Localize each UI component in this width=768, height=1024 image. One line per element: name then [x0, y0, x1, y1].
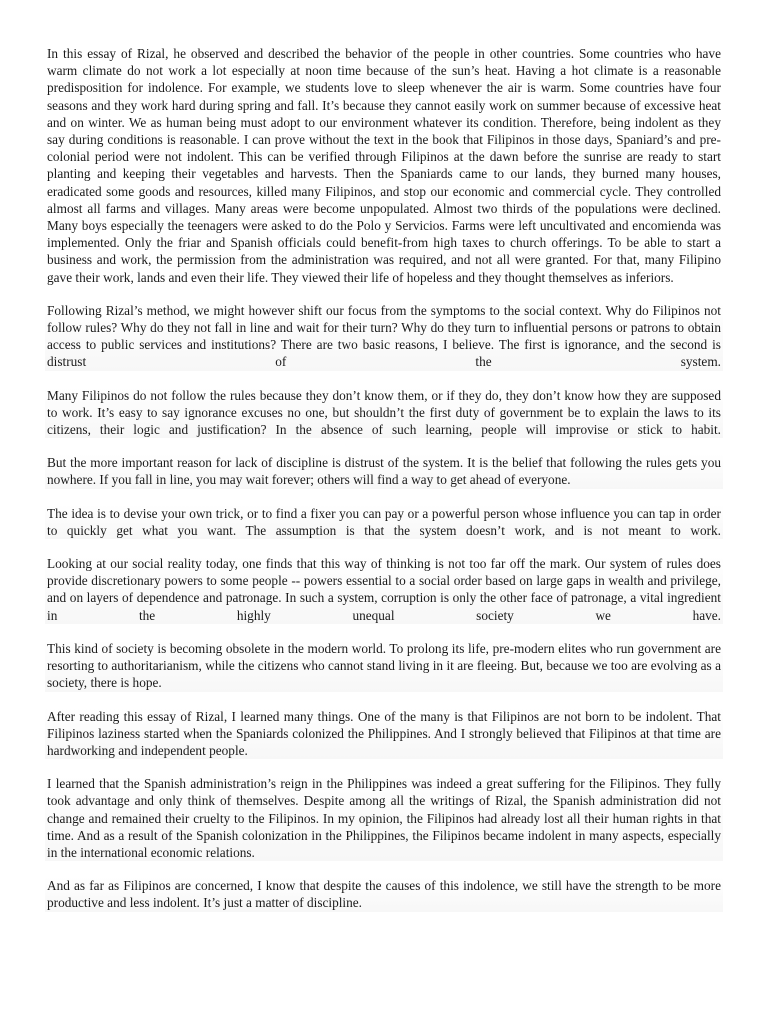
paragraph-3: Many Filipinos do not follow the rules because they don’t know them, or if they do, they don’t know how they are supposed to work. It’s easy to say ignorance excuses no one, but shouldn’t the first duty of government be to explain the laws to its citizens, their logic and justification? In the absence of such learning, people will improvise or stick to habit. [47, 387, 721, 438]
paragraph-2: Following Rizal’s method, we might however shift our focus from the symptoms to the social context. Why do Filipinos not follow rules? Why do they not fall in line and wait for their turn? Why do they turn to influential persons or patrons to obtain access to public services and institutions? There are two basic reasons, I believe. The first is ignorance, and the second is distrust of the system. [47, 302, 721, 370]
paragraph-6: Looking at our social reality today, one finds that this way of thinking is not too far off the mark. Our system of rules does provide discretionary powers to some people -- powers essential to a social order based on large gaps in wealth and privilege, and on layers of dependence and patronage. In such a system, corruption is only the other face of patronage, a vital ingredient in the highly unequal society we have. [47, 556, 721, 623]
paragraph-1: In this essay of Rizal, he observed and described the behavior of the people in other countries. Some countries who have warm climate do not work a lot especially at noon time because of the sun’s heat. Having a hot climate is a reasonable predisposition for indolence. For example, we students love to sleep whenever the air is warm. Some countries have four seasons and they work hard during spring and fall. It’s because they cannot easily work on summer because of excessive heat and on winter. We as human being must adopt to our environment whatever its condition. Therefore, being indolent as they say during conditions is reasonable. I can prove without the text in the book that Filipinos in those days, Spaniard’s and pre-colonial period were not indolent. This can be verified through Filipinos at the dawn before the sunrise are ready to start planting and keeping their vegetables and harvests. Then the Spaniards came to our lands, they burned many houses, eradicated some goods and resources, killed many Filipinos, and stop our economic and commercial cycle. They controlled almost all farms and villages. Many areas were become unpopulated. Almost two thirds of the populations were declined. Many boys especially the teenagers were asked to do the Polo y Servicios. Farms were left uncultivated and encomienda was implemented. Only the friar and Spanish officials could benefit-from high taxes to church offerings. To be able to start a business and work, the permission from the administration was required, and not all were granted. For that, many Filipino gave their work, lands and even their life. They viewed their life of hopeless and they thought themselves as inferiors. [47, 46, 721, 285]
paragraph-8: After reading this essay of Rizal, I learned many things. One of the many is that Filipinos are not born to be indolent. That Filipinos laziness started when the Spaniards colonized the Philippines. And I strongly believed that Filipinos at that time are hardworking and independent people. [47, 708, 721, 758]
paragraph-4: But the more important reason for lack of discipline is distrust of the system. It is the belief that following the rules gets you nowhere. If you fall in line, you may wait forever; others will find a way to get ahead of everyone. [47, 455, 721, 488]
paragraph-9: I learned that the Spanish administration’s reign in the Philippines was indeed a great suffering for the Filipinos. They fully took advantage and only think of themselves. Despite among all the writings of Rizal, the Spanish administration did not change and remained their cruelty to the Filipinos. In my opinion, the Filipinos had already lost all their human rights in that time. And as a result of the Spanish colonization in the Philippines, the Filipinos became indolent in many aspects, especially in the international economic relations. [47, 776, 721, 860]
document-page [45, 45, 723, 928]
paragraph-7: This kind of society is becoming obsolete in the modern world. To prolong its life, pre-modern elites who run government are resorting to authoritarianism, while the citizens who cannot stand living in it are fleeing. But, because we too are evolving as a society, there is hope. [47, 640, 721, 691]
paragraph-10: And as far as Filipinos are concerned, I know that despite the causes of this indolence, we still have the strength to be more productive and less indolent. It’s just a matter of discipline. [47, 878, 721, 911]
paragraph-5: The idea is to devise your own trick, or to find a fixer you can pay or a powerful person whose influence you can tap in order to quickly get what you want. The assumption is that the system doesn’t work, and is not meant to work. [47, 505, 721, 538]
